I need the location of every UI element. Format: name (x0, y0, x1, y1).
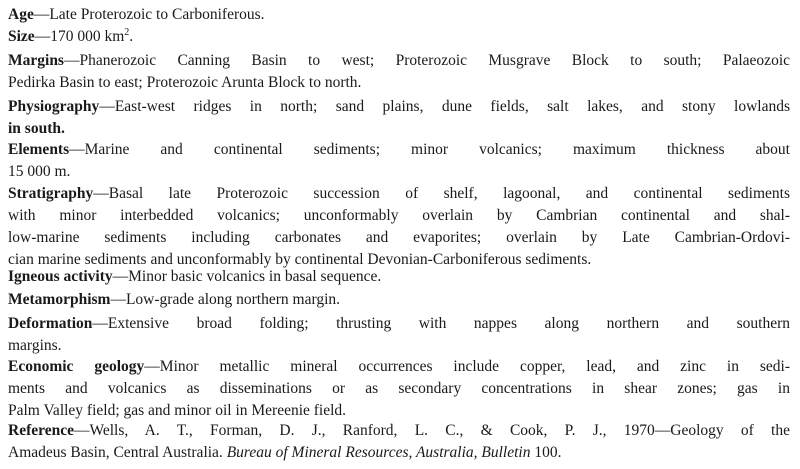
entry-economic-geology (8, 356, 790, 422)
entry-line: Amadeus Basin, Central Australia. (8, 444, 223, 461)
entry-deformation (8, 313, 790, 357)
entry-margins (8, 50, 790, 94)
entry-text: —Low-grade along northern margin. (110, 291, 341, 308)
entry-line: Palm Valley field; gas and minor oil in Mereenie field. (8, 402, 347, 419)
entry-term: Margins (8, 52, 64, 69)
entry-line: —Phanerozoic Canning Basin to west; Proterozoic Musgrave Block to south; Palaeozoic (63, 52, 790, 69)
entry-term: Metamorphism (8, 291, 111, 308)
entry-line: —Marine and continental sediments; minor volcanics; maximum thickness about (69, 141, 790, 158)
entry-line: with minor interbedded volcanics; unconformably overlain by Cambrian continental and shal- (8, 207, 790, 224)
entry-elements (8, 139, 790, 183)
entry-text: —Late Proterozoic to Carboniferous. (33, 6, 265, 23)
entry-stratigraphy (8, 183, 790, 271)
entry-term: Size (8, 28, 35, 45)
entry-physiography (8, 96, 790, 140)
entry-term: Age (8, 6, 34, 23)
entry-line: cian marine sediments and unconformably by continental Devonian-Carboniferous sediments. (8, 251, 592, 268)
entry-text-end: 100. (530, 444, 562, 461)
entry-term: Reference (8, 422, 74, 439)
entry-size (8, 26, 790, 48)
reference-journal: Bureau of Mineral Resources, Australia, Bulletin (226, 444, 531, 461)
entry-line: —Wells, A. T., Forman, D. J., Ranford, L. C., & Cook, P. J., 1970—Geology of the (73, 422, 790, 439)
entry-line: —Extensive broad folding; thrusting with nappes along northern and southern (92, 315, 790, 332)
entry-term: Economic geology (8, 358, 145, 375)
entry-line: low-marine sediments including carbonates and evaporites; overlain by Late Cambrian-Ordovi- (8, 229, 790, 246)
entry-age (8, 4, 790, 26)
entry-term: Elements (8, 141, 70, 158)
superscript: 2 (124, 26, 130, 38)
entry-line: Pedirka Basin to east; Proterozoic Arunta Block to north. (8, 74, 362, 91)
entry-term: Deformation (8, 315, 93, 332)
entry-reference (8, 420, 790, 464)
entry-igneous-activity (8, 266, 790, 288)
entry-text: —170 000 km (34, 28, 125, 45)
entry-line: —Minor metallic mineral occurrences include copper, lead, and zinc in sedi- (144, 358, 790, 375)
entry-line: —Basal late Proterozoic succession of shelf, lagoonal, and continental sediments (93, 185, 790, 202)
entry-term: Physiography (8, 98, 100, 115)
entry-line: in south. (8, 120, 65, 137)
entry-line: 15 000 m. (8, 163, 71, 180)
entry-text: —Minor basic volcanics in basal sequence. (112, 268, 382, 285)
entry-metamorphism (8, 289, 790, 311)
entry-line: margins. (8, 337, 62, 354)
entry-term: Igneous activity (8, 268, 113, 285)
entry-line: ments and volcanics as disseminations or as secondary concentrations in shear zones; gas in (8, 380, 790, 397)
entry-term: Stratigraphy (8, 185, 94, 202)
entry-text-end: . (129, 28, 134, 45)
entry-line: —East-west ridges in north; sand plains, dune fields, salt lakes, and stony lowlands (99, 98, 790, 115)
